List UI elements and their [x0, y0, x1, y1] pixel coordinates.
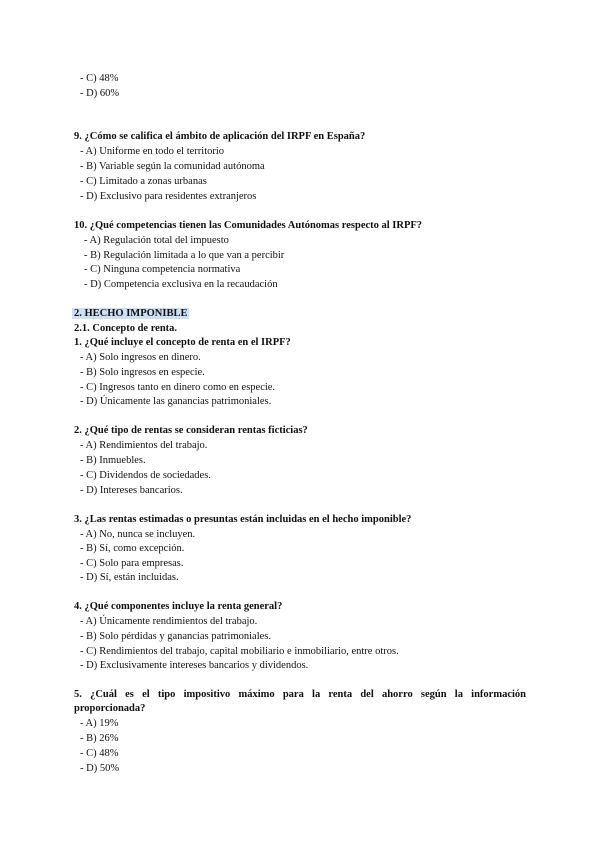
option-c: - C) 48%	[80, 73, 119, 84]
s2q3-option-d: - D) Sí, están incluidas.	[80, 572, 179, 583]
s2q4-option-c: - C) Rendimientos del trabajo, capital mobiliario e inmobiliario, entre otros.	[80, 646, 399, 657]
s2-question-3-title: 3. ¿Las rentas estimadas o presuntas están incluidas en el hecho imponible?	[74, 514, 412, 525]
s2q3-option-b: - B) Sí, como excepción.	[80, 543, 185, 554]
s2q2-option-c: - C) Dividendos de sociedades.	[80, 470, 211, 481]
s2q5-option-c: - C) 48%	[80, 748, 119, 759]
q9-option-d: - D) Exclusivo para residentes extranjeros	[80, 191, 257, 202]
s2-question-5-title-line2: proporcionada?	[74, 703, 146, 714]
s2-question-5-title-line1: 5. ¿Cuál es el tipo impositivo máximo para la renta del ahorro según la información	[74, 689, 526, 700]
s2q5-option-b: - B) 26%	[80, 733, 119, 744]
q10-option-c: - C) Ninguna competencia normativa	[84, 264, 241, 275]
s2q2-option-d: - D) Intereses bancarios.	[80, 485, 183, 496]
s2q5-option-a: - A) 19%	[80, 718, 119, 729]
s2q2-option-b: - B) Inmuebles.	[80, 455, 146, 466]
s2q3-option-c: - C) Solo para empresas.	[80, 558, 184, 569]
q10-option-a: - A) Regulación total del impuesto	[84, 235, 229, 246]
question-9-title: 9. ¿Cómo se califica el ámbito de aplicación del IRPF en España?	[74, 131, 366, 142]
section-subheading: 2.1. Concepto de renta.	[74, 323, 178, 334]
s2q4-option-b: - B) Solo pérdidas y ganancias patrimoniales.	[80, 631, 271, 642]
s2q4-option-a: - A) Únicamente rendimientos del trabajo.	[80, 616, 258, 627]
section-heading-text: 2. HECHO IMPONIBLE	[74, 308, 188, 319]
s2-question-1-title: 1. ¿Qué incluye el concepto de renta en el IRPF?	[74, 337, 291, 348]
s2q2-option-a: - A) Rendimientos del trabajo.	[80, 440, 208, 451]
s2q3-option-a: - A) No, nunca se incluyen.	[80, 529, 196, 540]
s2-question-2-title: 2. ¿Qué tipo de rentas se consideran rentas ficticias?	[74, 425, 308, 436]
s2-question-4-title: 4. ¿Qué componentes incluye la renta general?	[74, 601, 283, 612]
q9-option-a: - A) Uniforme en todo el territorio	[80, 146, 225, 157]
q9-option-c: - C) Limitado a zonas urbanas	[80, 176, 207, 187]
section-heading	[72, 307, 189, 321]
q10-option-d: - D) Competencia exclusiva en la recaudación	[84, 279, 278, 290]
s2q1-option-a: - A) Solo ingresos en dinero.	[80, 352, 201, 363]
q10-option-b: - B) Regulación limitada a lo que van a percibir	[84, 250, 285, 261]
question-10-title: 10. ¿Qué competencias tienen las Comunidades Autónomas respecto al IRPF?	[74, 220, 423, 231]
s2q5-option-d: - D) 50%	[80, 763, 120, 774]
s2q1-option-d: - D) Únicamente las ganancias patrimoniales.	[80, 396, 272, 407]
q9-option-b: - B) Variable según la comunidad autónoma	[80, 161, 265, 172]
option-d: - D) 60%	[80, 88, 120, 99]
s2q4-option-d: - D) Exclusivamente intereses bancarios y dividendos.	[80, 660, 309, 671]
s2q1-option-b: - B) Solo ingresos en especie.	[80, 367, 205, 378]
s2q1-option-c: - C) Ingresos tanto en dinero como en especie.	[80, 382, 276, 393]
